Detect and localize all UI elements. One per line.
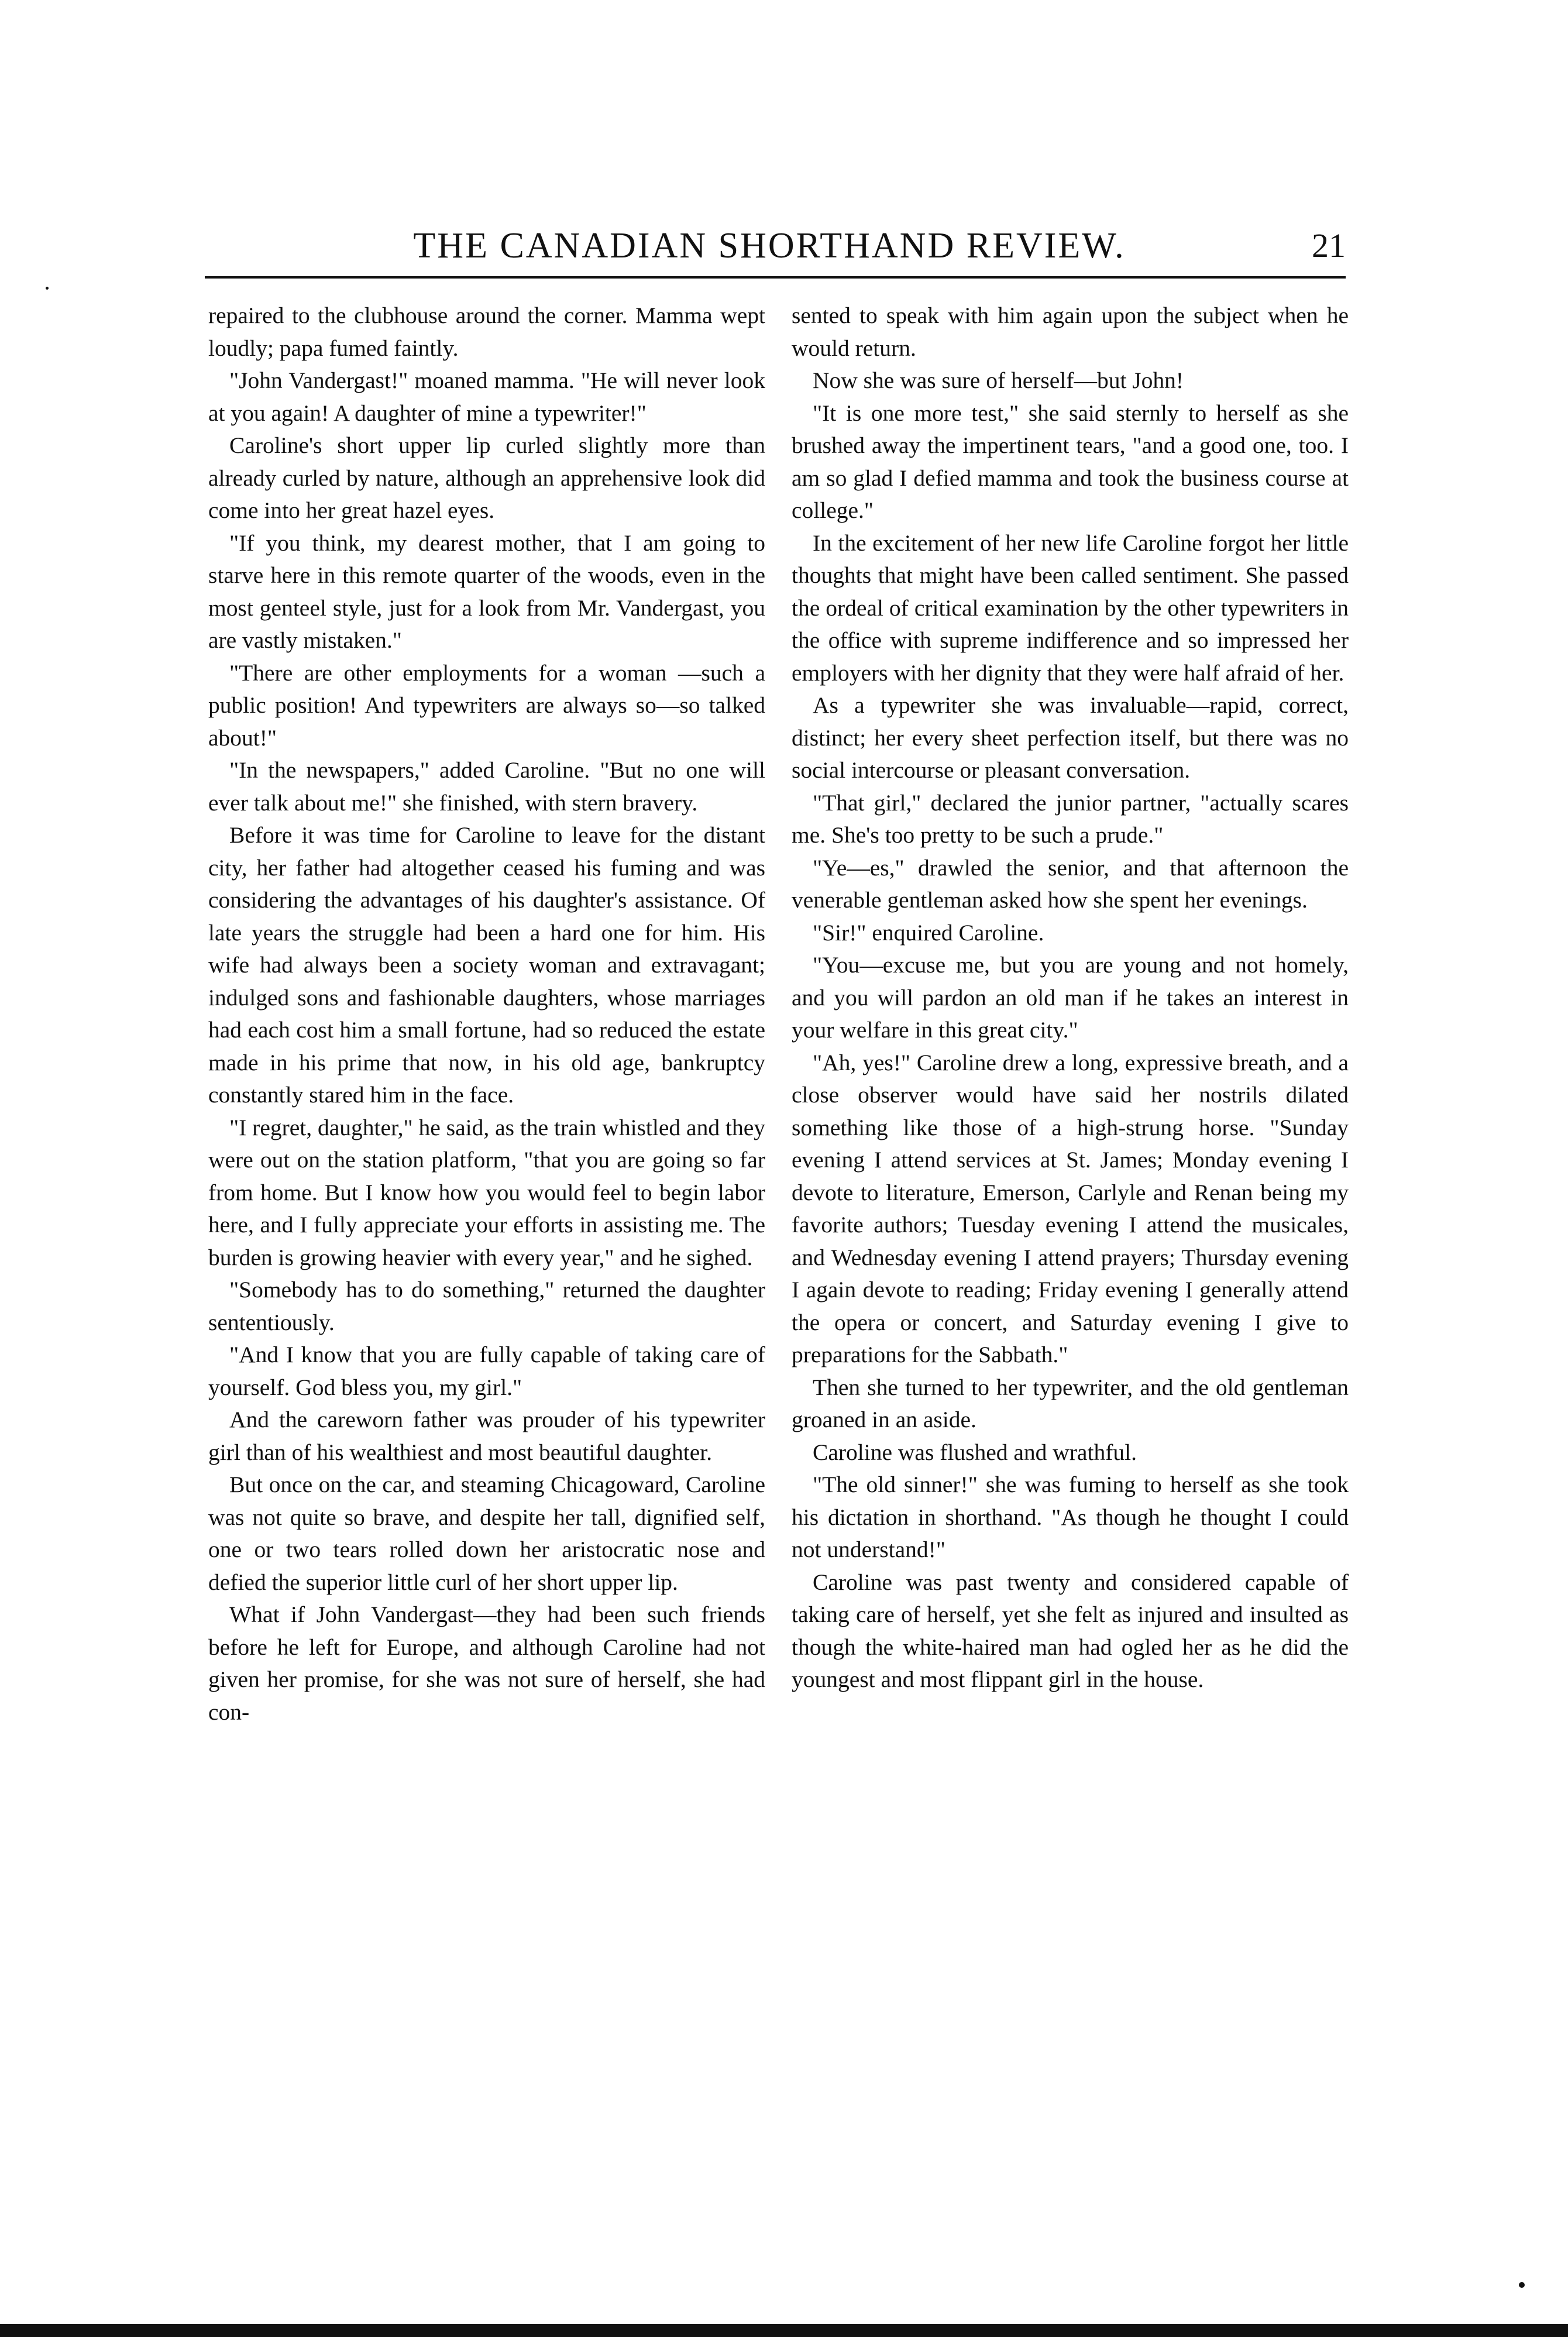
- paragraph: "In the newspapers," added Caroline. "But no one will ever talk about me!" she finished, with stern bravery.: [208, 757, 765, 816]
- paragraph: Before it was time for Caroline to leave for the distant city, her father had altogether ceased his fuming and was considering the advantages of his daughter's assistance. Of late years the struggle had been a hard one for him. His wife had always been a society woman and extravagant; indulged sons and fashionable daughters, whose marriages had each cost him a small fortune, had so reduced the estate made in his prime that now, in his old age, bankruptcy constantly stared him in the face.: [208, 822, 765, 1108]
- paragraph: "If you think, my dearest mother, that I am going to starve here in this remote quarter of the woods, even in the most genteel style, just for a look from Mr. Vandergast, you are vastly mistaken.": [208, 530, 765, 653]
- right-column: [792, 300, 1349, 1696]
- paragraph: "Ah, yes!" Caroline drew a long, expressive breath, and a close observer would have said her nostrils dilated something like those of a high-strung horse. "Sunday evening I attend services at St. James; Monday evening I devote to literature, Emerson, Carlyle and Renan being my favorite authors; Tuesday evening I attend the musicales, and Wednesday evening I attend prayers; Thursday evening I again devote to reading; Friday evening I generally attend the opera or concert, and Saturday evening I give to preparations for the Sabbath.": [792, 1049, 1349, 1367]
- scan-edge-bar: [0, 2324, 1568, 2337]
- paragraph: "John Vandergast!" moaned mamma. "He will never look at you again! A daughter of mine a typewriter!": [208, 367, 765, 426]
- paragraph: "I regret, daughter," he said, as the train whistled and they were out on the station platform, "that you are going so far from home. But I know how you would feel to begin labor here, and I fully appreciate your efforts in assisting me. The burden is growing heavier with every year," and he sighed.: [208, 1114, 765, 1270]
- paragraph: Now she was sure of herself—but John!: [813, 367, 1184, 393]
- paragraph: As a typewriter she was invaluable—rapid, correct, distinct; her every sheet perfection itself, but there was no social intercourse or pleasant conversation.: [792, 692, 1349, 783]
- paragraph: sented to speak with him again upon the subject when he would return.: [792, 303, 1349, 361]
- ink-speck: [1519, 2282, 1525, 2288]
- paragraph: "Sir!" enquired Caroline.: [813, 919, 1044, 946]
- paragraph: "It is one more test," she said sternly to herself as she brushed away the impertinent tears, "and a good one, too. I am so glad I defied mamma and took the business course at college.": [792, 400, 1349, 523]
- paragraph: "There are other employments for a woman —such a public position! And typewriters are always so—so talked about!": [208, 659, 765, 751]
- header-rule: [205, 276, 1346, 279]
- paragraph: repaired to the clubhouse around the corner. Mamma wept loudly; papa fumed faintly.: [208, 303, 765, 361]
- ink-speck: [46, 287, 49, 290]
- paragraph: "That girl," declared the junior partner, "actually scares me. She's too pretty to be such a prude.": [792, 789, 1349, 848]
- journal-title: THE CANADIAN SHORTHAND REVIEW.: [413, 226, 1126, 266]
- paragraph: What if John Vandergast—they had been such friends before he left for Europe, and although Caroline had not given her promise, for she was not sure of herself, she had con-: [208, 1601, 765, 1725]
- page-number: 21: [1312, 226, 1346, 264]
- paragraph: Then she turned to her typewriter, and the old gentleman groaned in an aside.: [792, 1374, 1349, 1432]
- paragraph: "Ye—es," drawled the senior, and that afternoon the venerable gentleman asked how she spent her evenings.: [792, 854, 1349, 913]
- paragraph: And the careworn father was prouder of his typewriter girl than of his wealthiest and most beautiful daughter.: [208, 1407, 765, 1465]
- paragraph: "You—excuse me, but you are young and not homely, and you will pardon an old man if he takes an interest in your welfare in this great city.": [792, 952, 1349, 1043]
- paragraph: "The old sinner!" she was fuming to herself as she took his dictation in shorthand. "As though he thought I could not understand!": [792, 1472, 1349, 1562]
- paragraph: In the excitement of her new life Caroline forgot her little thoughts that might have been called sentiment. She passed the ordeal of critical examination by the other typewriters in the office with supreme indifference and so impressed her employers with her dignity that they were half afraid of her.: [792, 530, 1349, 686]
- paragraph: "And I know that you are fully capable of taking care of yourself. God bless you, my girl.": [208, 1342, 765, 1400]
- left-column: [208, 300, 765, 1728]
- paragraph: Caroline was past twenty and considered capable of taking care of herself, yet she felt as injured and insulted as though the white-haired man had ogled her as he did the youngest and most flippant girl in the house.: [792, 1569, 1349, 1692]
- paragraph: Caroline's short upper lip curled slightly more than already curled by nature, although an apprehensive look did come into her great hazel eyes.: [208, 432, 765, 523]
- running-header: [205, 222, 1346, 269]
- paragraph: Caroline was flushed and wrathful.: [813, 1439, 1137, 1465]
- paragraph: "Somebody has to do something," returned the daughter sententiously.: [208, 1277, 765, 1335]
- paragraph: But once on the car, and steaming Chicagoward, Caroline was not quite so brave, and despite her tall, dignified self, one or two tears rolled down her aristocratic nose and defied the superior little curl of her short upper lip.: [208, 1472, 765, 1595]
